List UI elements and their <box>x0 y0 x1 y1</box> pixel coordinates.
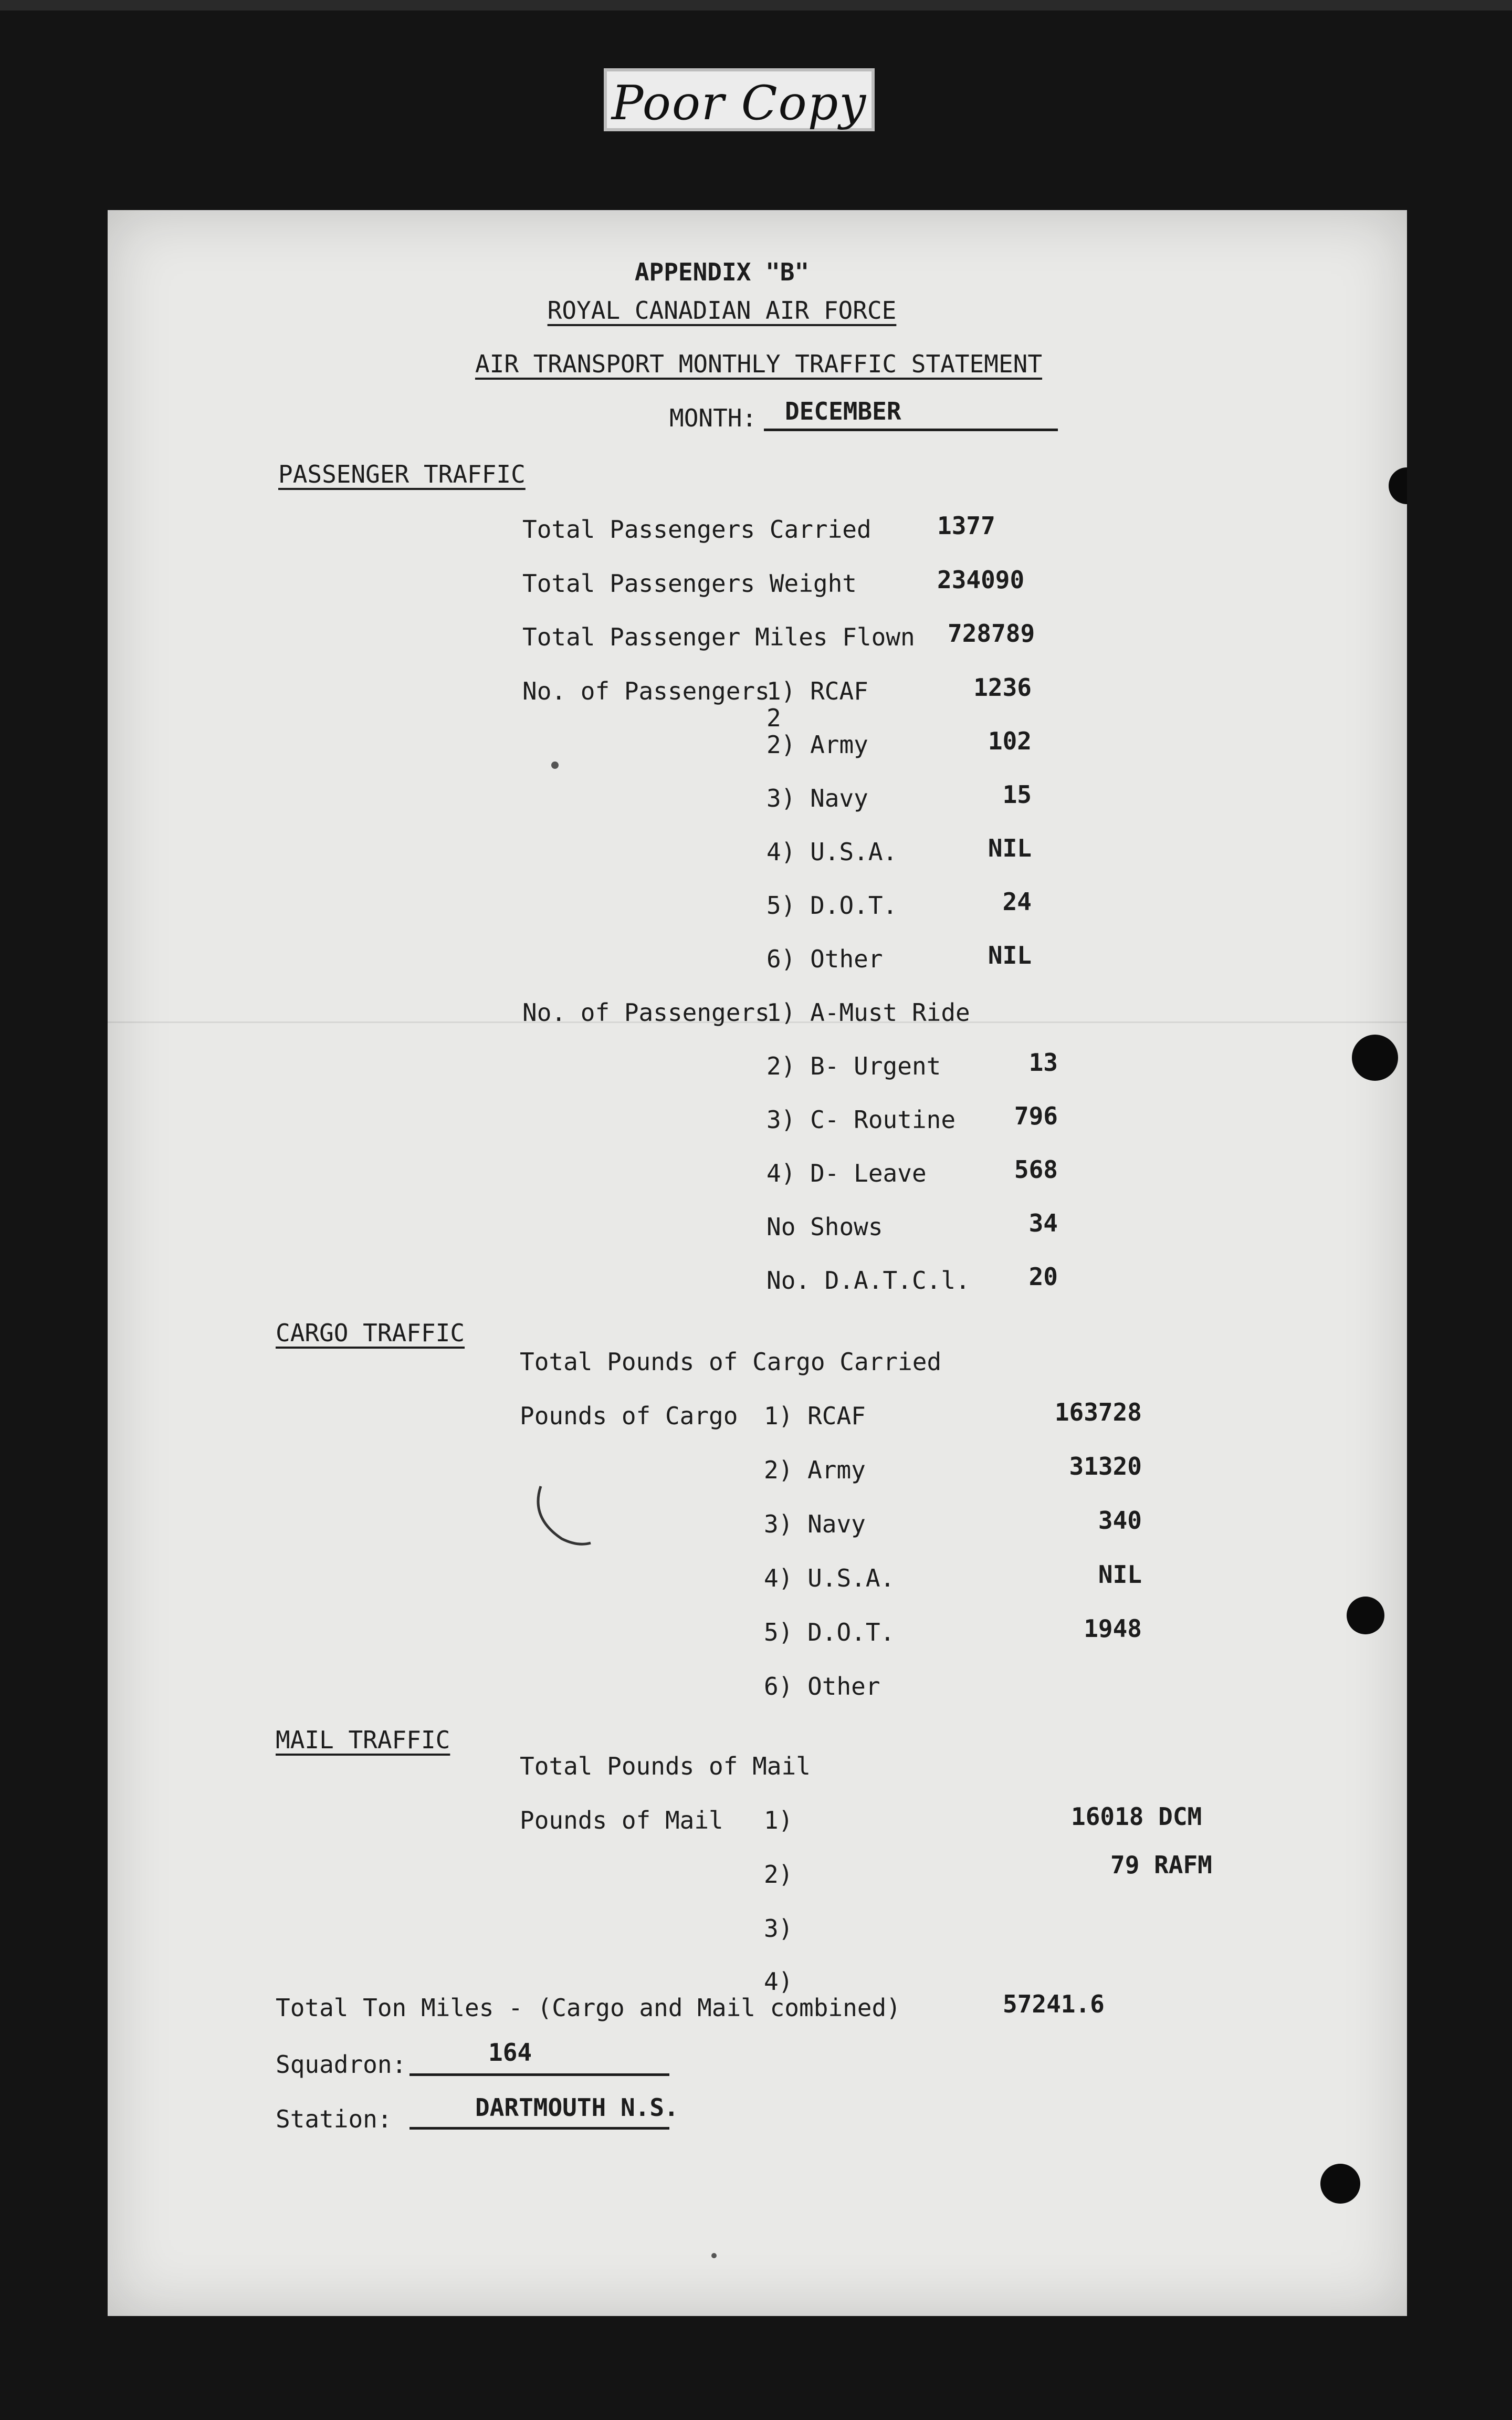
passenger-heading: PASSENGER TRAFFIC <box>278 460 526 488</box>
squadron-label: Squadron: <box>276 2050 407 2079</box>
cargo-service-rcaf-value: 163728 <box>1054 1398 1142 1426</box>
passengers-by-priority-label: No. of Passengers <box>522 998 770 1027</box>
priority-a-label: 1) A-Must Ride <box>766 998 970 1027</box>
ink-speck <box>551 762 559 769</box>
month-underline <box>764 429 1058 431</box>
org-title: ROYAL CANADIAN AIR FORCE <box>547 296 897 325</box>
cargo-service-army-value: 31320 <box>1069 1452 1142 1480</box>
total-passenger-miles-label: Total Passenger Miles Flown <box>522 623 915 651</box>
priority-d-label: 4) D- Leave <box>766 1159 927 1187</box>
passenger-service-usa-label: 4) U.S.A. <box>766 838 898 866</box>
pen-mark <box>530 1481 598 1555</box>
punch-hole <box>1389 467 1407 504</box>
no-shows-label: No Shows <box>766 1213 883 1241</box>
station-underline <box>410 2127 669 2130</box>
cargo-service-army-label: 2) Army <box>764 1456 866 1484</box>
station-label: Station: <box>276 2105 392 2133</box>
mail-item-1-label: 1) <box>764 1806 793 1834</box>
priority-b-label: 2) B- Urgent <box>766 1052 941 1080</box>
cargo-service-dot-label: 5) D.O.T. <box>764 1618 895 1646</box>
total-passengers-weight-label: Total Passengers Weight <box>522 569 857 598</box>
passenger-service-navy-value: 15 <box>1002 780 1032 809</box>
mail-heading: MAIL TRAFFIC <box>276 1726 450 1754</box>
cargo-total-label: Total Pounds of Cargo Carried <box>520 1348 942 1376</box>
cargo-service-usa-value: NIL <box>1098 1560 1142 1589</box>
cargo-service-usa-label: 4) U.S.A. <box>764 1564 895 1592</box>
priority-b-value: 13 <box>1028 1048 1058 1077</box>
passenger-service-army-label: 2) Army <box>766 731 868 759</box>
mail-item-1-value: 16018 DCM <box>1071 1802 1202 1831</box>
passenger-service-dot-label: 5) D.O.T. <box>766 891 898 920</box>
passenger-service-navy-label: 3) Navy <box>766 784 868 812</box>
appendix-title: APPENDIX "B" <box>634 258 810 286</box>
mail-item-2-value: 79 RAFM <box>1110 1851 1212 1879</box>
cargo-service-navy-label: 3) Navy <box>764 1510 866 1538</box>
squadron-underline <box>410 2073 669 2076</box>
punch-hole <box>1352 1035 1398 1081</box>
passengers-by-service-label: No. of Passengers <box>522 677 770 705</box>
ink-speck <box>711 2253 717 2258</box>
passenger-service-army-value: 102 <box>988 727 1032 755</box>
punch-hole <box>1320 2164 1360 2204</box>
cargo-service-rcaf-label: 1) RCAF <box>764 1402 866 1430</box>
total-passenger-miles-value: 728789 <box>948 619 1035 648</box>
ton-miles-value: 57241.6 <box>1003 1990 1105 2018</box>
document-page <box>108 210 1407 2316</box>
cargo-by-service-label: Pounds of Cargo <box>520 1402 738 1430</box>
squadron-value: 164 <box>488 2038 532 2067</box>
no-shows-value: 34 <box>1028 1209 1058 1237</box>
statement-title: AIR TRANSPORT MONTHLY TRAFFIC STATEMENT <box>475 350 1043 378</box>
mail-by-label: Pounds of Mail <box>520 1806 723 1834</box>
priority-d-value: 568 <box>1014 1155 1058 1184</box>
total-passengers-weight-value: 234090 <box>937 566 1025 594</box>
mail-item-3-label: 3) <box>764 1914 793 1943</box>
cargo-heading: CARGO TRAFFIC <box>276 1319 465 1347</box>
total-passengers-carried-value: 1377 <box>937 512 995 540</box>
mail-total-label: Total Pounds of Mail <box>520 1752 811 1780</box>
priority-c-value: 796 <box>1014 1102 1058 1130</box>
film-frame-edge <box>0 0 1512 11</box>
passenger-service-other-label: 6) Other <box>766 945 883 973</box>
cargo-service-other-label: 6) Other <box>764 1672 880 1701</box>
priority-c-label: 3) C- Routine <box>766 1105 956 1134</box>
datcl-label: No. D.A.T.C.l. <box>766 1266 970 1295</box>
passenger-service-dot-value: 24 <box>1002 888 1032 916</box>
month-value: DECEMBER <box>785 397 901 425</box>
poor-copy-label: Poor Copy <box>604 68 875 131</box>
mail-item-2-label: 2) <box>764 1860 793 1889</box>
passenger-service-usa-value: NIL <box>988 834 1032 862</box>
passenger-service-rcaf-label: 1) RCAF <box>766 677 868 705</box>
station-value: DARTMOUTH N.S. <box>475 2093 679 2122</box>
passenger-service-rcaf-value: 1236 <box>973 673 1032 702</box>
punch-hole <box>1347 1597 1384 1634</box>
total-passengers-carried-label: Total Passengers Carried <box>522 515 872 544</box>
ton-miles-label: Total Ton Miles - (Cargo and Mail combined) <box>276 1994 901 2022</box>
cargo-service-navy-value: 340 <box>1098 1506 1142 1535</box>
month-label: MONTH: <box>669 404 757 432</box>
cargo-service-dot-value: 1948 <box>1084 1614 1142 1643</box>
passengers-by-service-note: 2 <box>766 704 781 732</box>
mail-item-4-label: 4) <box>764 1967 793 1996</box>
datcl-value: 20 <box>1028 1263 1058 1291</box>
passenger-service-other-value: NIL <box>988 941 1032 969</box>
